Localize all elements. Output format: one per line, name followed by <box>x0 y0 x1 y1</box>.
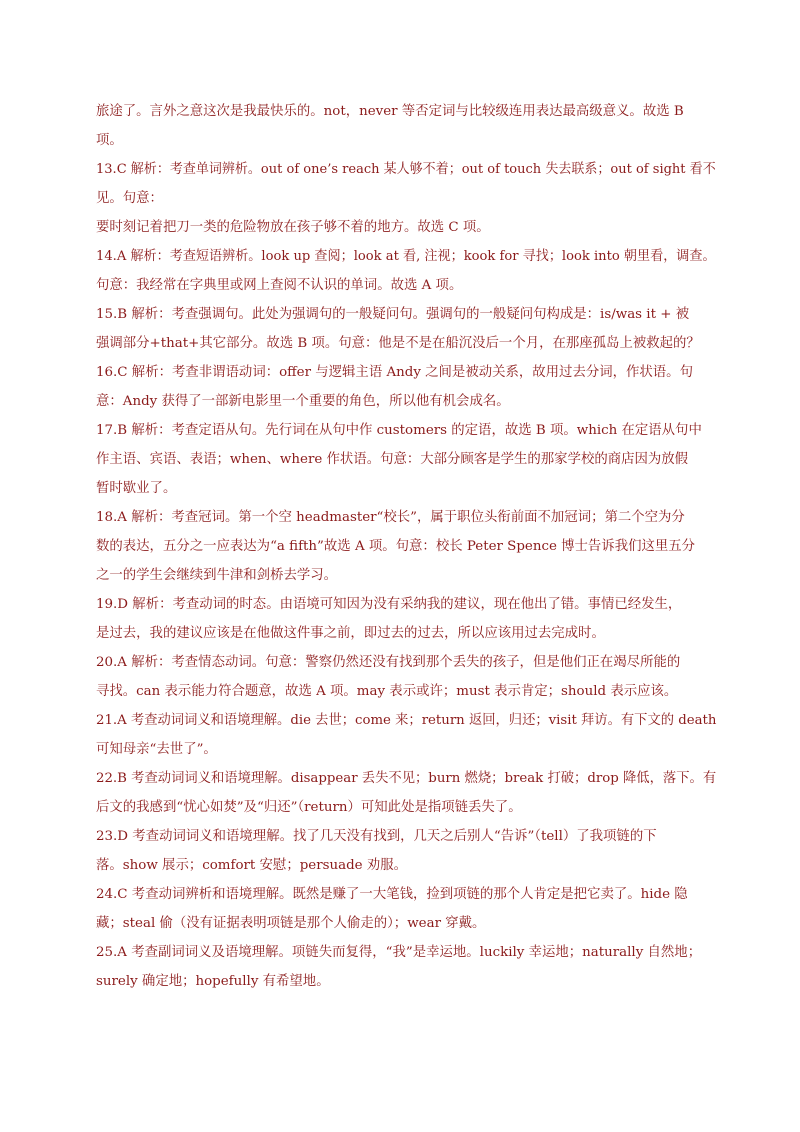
text-line: 是过去，我的建议应该是在他做这件事之前，即过去的过去，所以应该用过去完成时。 <box>96 626 605 641</box>
text-line: 24.C 考查动词辨析和语境理解。既然是赚了一大笔钱，捡到项链的那个人肯定是把它卖了。hide 隐 <box>96 887 688 902</box>
text-line: 15.B 解析：考查强调句。此处为强调句的一般疑问句。强调句的一般疑问句构成是：is/was it + 被 <box>96 307 690 322</box>
text-line: 寻找。can 表示能力符合题意，故选 A 项。may 表示或许；must 表示肯定；should 表示应该。 <box>96 684 678 699</box>
text-line: 19.D 解析：考查动词的时态。由语境可知因为没有采纳我的建议，现在他出了错。事情已经发生， <box>96 597 682 612</box>
text-line: 17.B 解析：考查定语从句。先行词在从句中作 customers 的定语，故选 B 项。which 在定语从句中 <box>96 423 702 438</box>
text-line: 作主语、宾语、表语；when、where 作状语。句意：大部分顾客是学生的那家学校的商店因为放假 <box>96 452 689 467</box>
text-line: 数的表达，五分之一应表达为“a fifth”故选 A 项。句意：校长 Peter Spence 博士告诉我们这里五分 <box>96 539 696 554</box>
text-line: 意：Andy 获得了一部新电影里一个重要的角色，所以他有机会成名。 <box>96 394 510 409</box>
text-line: 藏；steal 偷（没有证据表明项链是那个人偷走的）；wear 穿戴。 <box>96 916 486 931</box>
text-line: 项。 <box>96 133 123 148</box>
text-line: 见。句意： <box>96 191 163 206</box>
text-line: surely 确定地；hopefully 有希望地。 <box>96 974 330 989</box>
text-line: 14.A 解析：考查短语辨析。look up 查阅；look at 看, 注视；kook for 寻找；look into 朝里看，调查。 <box>96 249 716 264</box>
text-line: 暂时歇业了。 <box>96 481 177 496</box>
text-line: 要时刻记着把刀一类的危险物放在孩子够不着的地方。故选 C 项。 <box>96 220 490 235</box>
text-line: 可知母亲“去世了”。 <box>96 742 217 757</box>
text-line: 旅途了。言外之意这次是我最快乐的。not，never 等否定词与比较级连用表达最高级意义。故选 B <box>96 104 684 119</box>
text-line: 16.C 解析：考查非谓语动词：offer 与逻辑主语 Andy 之间是被动关系，故用过去分词，作状语。句 <box>96 365 693 380</box>
text-line: 20.A 解析：考查情态动词。句意：警察仍然还没有找到那个丢失的孩子，但是他们正在竭尽所能的 <box>96 655 681 670</box>
text-line: 之一的学生会继续到牛津和剑桥去学习。 <box>96 568 338 583</box>
text-line: 句意：我经常在字典里或网上查阅不认识的单词。故选 A 项。 <box>96 278 463 293</box>
text-line: 18.A 解析：考查冠词。第一个空 headmaster“校长”，属于职位头衔前面不加冠词；第二个空为分 <box>96 510 685 525</box>
text-line: 23.D 考查动词词义和语境理解。找了几天没有找到，几天之后别人“告诉”（tell）了我项链的下 <box>96 829 657 844</box>
text-line: 落。show 展示；comfort 安慰；persuade 劝服。 <box>96 858 408 873</box>
text-line: 13.C 解析：考查单词辨析。out of one’s reach 某人够不着；out of touch 失去联系；out of sight 看不 <box>96 162 716 177</box>
answer-explanations <box>96 97 716 996</box>
text-line: 25.A 考查副词词义及语境理解。项链失而复得，“我”是幸运地。luckily 幸运地；naturally 自然地； <box>96 945 702 960</box>
text-line: 22.B 考查动词词义和语境理解。disappear 丢失不见；burn 燃烧；break 打破；drop 降低，落下。有 <box>96 771 717 786</box>
text-line: 后文的我感到“忧心如焚”及“归还”（return）可知此处是指项链丢失了。 <box>96 800 522 815</box>
text-line: 强调部分+that+其它部分。故选 B 项。句意：他是不是在船沉没后一个月，在那座孤岛上被救起的？ <box>96 336 700 351</box>
text-line: 21.A 考查动词词义和语境理解。die 去世；come 来；return 返回，归还；visit 拜访。有下文的 death <box>96 713 717 728</box>
